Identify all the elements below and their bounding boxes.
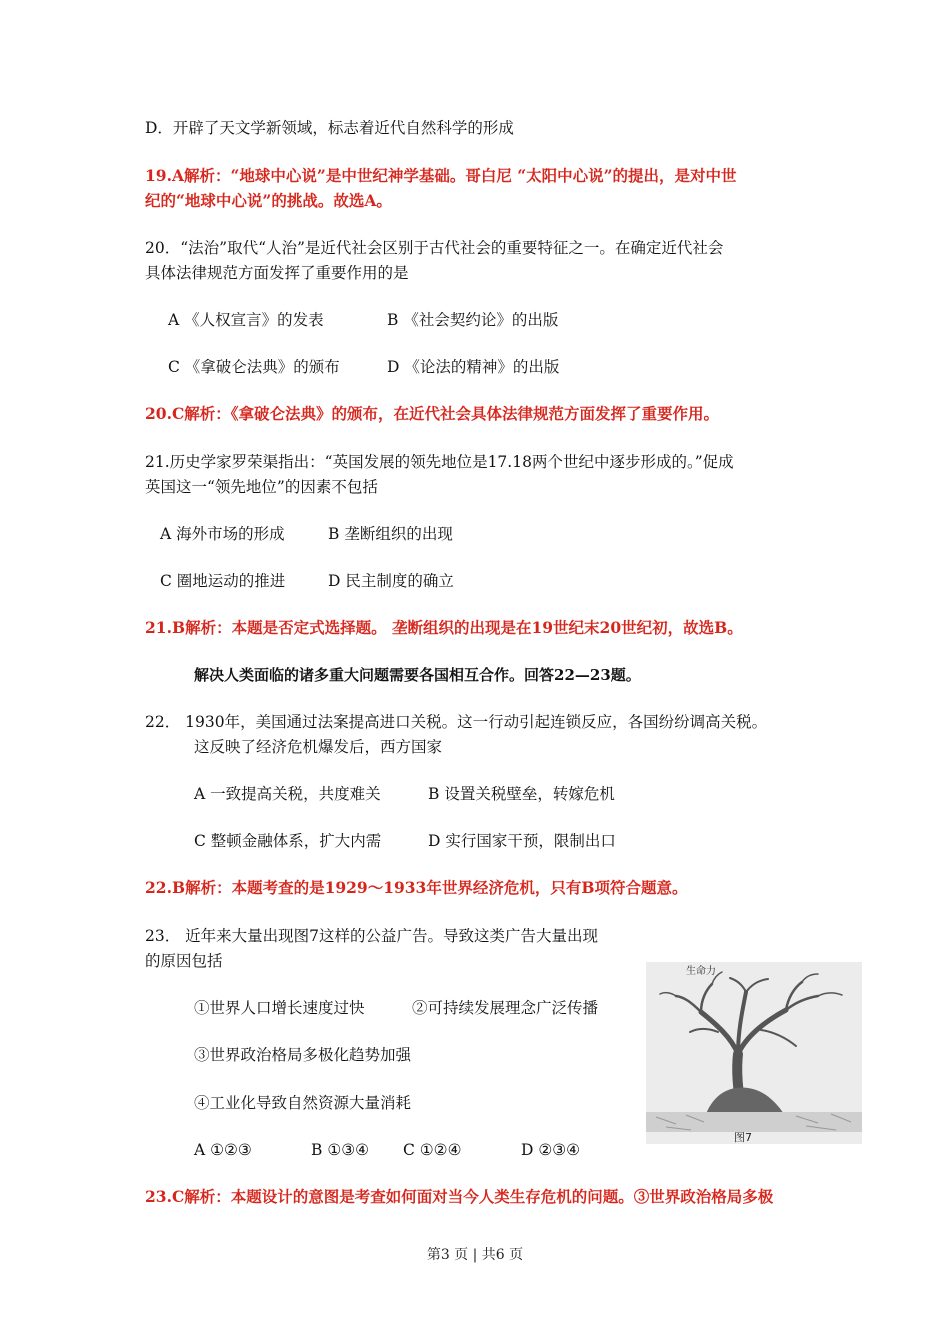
answer-19-line1: 19.A解析：“地球中心说”是中世纪神学基础。哥白尼 “太阳中心说”的提出，是对中世: [145, 166, 737, 185]
question-23-line1: 23． 近年来大量出现图7这样的公益广告。导致这类广告大量出现: [145, 927, 599, 945]
question-23-option-b: B ①③④: [311, 1141, 370, 1159]
question-20-line2: 具体法律规范方面发挥了重要作用的是: [145, 264, 409, 282]
question-22-option-d: D 实行国家干预，限制出口: [428, 832, 616, 850]
question-22-option-a: A 一致提高关税，共度难关: [194, 785, 381, 803]
question-23-item-2: ②可持续发展理念广泛传播: [412, 999, 599, 1017]
question-23-option-c: C ①②④: [403, 1141, 462, 1159]
answer-22: 22.B解析：本题考查的是1929～1933年世界经济危机，只有B项符合题意。: [145, 878, 688, 897]
question-21-line1: 21.历史学家罗荣渠指出：“英国发展的领先地位是17.18两个世纪中逐步形成的。”促成: [145, 453, 734, 471]
answer-21: 21.B解析：本题是否定式选择题。 垄断组织的出现是在19世纪末20世纪初，故选B。: [145, 618, 743, 637]
question-23-line2: 的原因包括: [145, 952, 223, 970]
question-21-line2: 英国这一“领先地位”的因素不包括: [145, 478, 378, 496]
answer-19-line2: 纪的“地球中心说”的挑战。故选A。: [145, 191, 392, 210]
question-20-option-b: B 《社会契约论》的出版: [387, 311, 559, 329]
question-20-option-c: C 《拿破仑法典》的颁布: [168, 358, 340, 376]
figure-title: 生命力: [686, 966, 716, 977]
q18-option-d: D．开辟了天文学新领域，标志着近代自然科学的形成: [145, 119, 514, 137]
intro-22-23: 解决人类面临的诸多重大问题需要各国相互合作。回答22—23题。: [194, 666, 641, 684]
question-22-line2: 这反映了经济危机爆发后，西方国家: [194, 738, 443, 756]
question-21-option-a: A 海外市场的形成: [160, 525, 285, 543]
question-23-item-1: ①世界人口增长速度过快: [194, 999, 365, 1017]
question-20-option-a: A 《人权宣言》的发表: [168, 311, 324, 329]
question-22-line1: 22． 1930年，美国通过法案提高进口关税。这一行动引起连锁反应，各国纷纷调高关税。: [145, 713, 768, 731]
question-21-option-d: D 民主制度的确立: [328, 572, 454, 590]
question-20-option-d: D 《论法的精神》的出版: [387, 358, 560, 376]
question-23-item-4: ④工业化导致自然资源大量消耗: [194, 1094, 412, 1112]
answer-20: 20.C解析：《拿破仑法典》的颁布，在近代社会具体法律规范方面发挥了重要作用。: [145, 404, 720, 423]
question-22-option-c: C 整顿金融体系，扩大内需: [194, 832, 382, 850]
question-21-option-c: C 圈地运动的推进: [160, 572, 286, 590]
question-23-option-d: D ②③④: [521, 1141, 581, 1159]
answer-23: 23.C解析：本题设计的意图是考查如何面对当今人类生存危机的问题。③世界政治格局多极: [145, 1187, 774, 1206]
question-20-line1: 20．“法治”取代“人治”是近代社会区别于古代社会的重要特征之一。在确定近代社会: [145, 239, 724, 257]
page-footer: 第3 页 | 共6 页: [426, 1247, 524, 1263]
question-21-option-b: B 垄断组织的出现: [328, 525, 453, 543]
question-23-option-a: A ①②③: [194, 1141, 252, 1159]
question-22-option-b: B 设置关税壁垒，转嫁危机: [428, 785, 615, 803]
tree-hand-icon: [646, 962, 862, 1144]
question-23-item-3: ③世界政治格局多极化趋势加强: [194, 1046, 412, 1064]
figure-caption: 图7: [734, 1131, 752, 1144]
figure-7-tree-illustration: [646, 962, 862, 1144]
